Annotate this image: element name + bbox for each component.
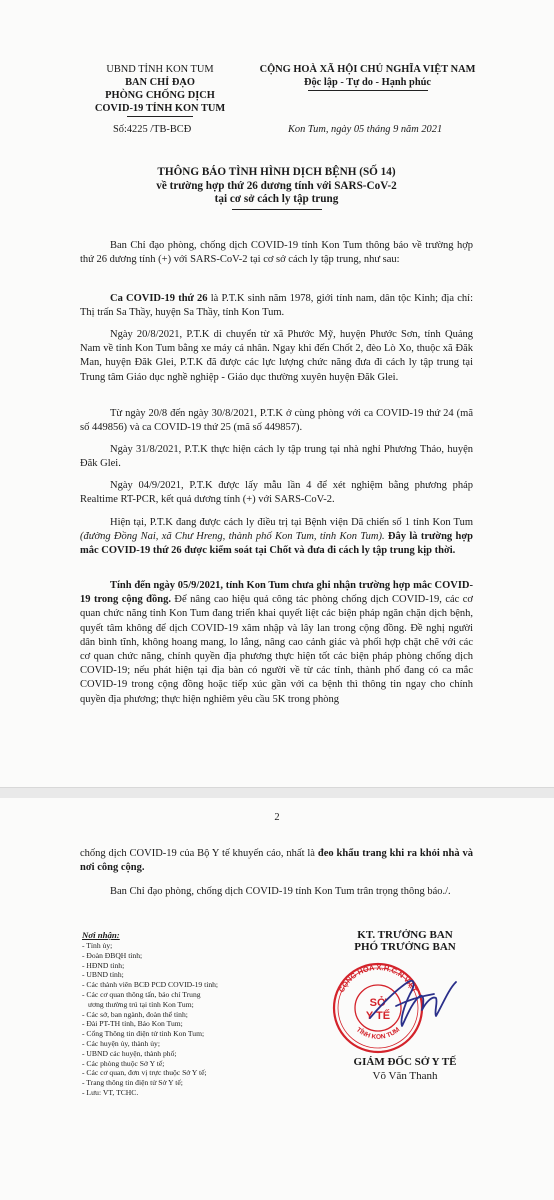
place-date: Kon Tum, ngày 05 tháng 9 năm 2021 (288, 124, 443, 135)
signature-block (300, 929, 510, 953)
motto-underline (308, 90, 428, 91)
paragraph-case (80, 292, 473, 320)
paragraph-closing (80, 885, 473, 899)
case-details: là P.T.K sinh năm 1978, giới tính nam, dân tộc Kinh; địa chỉ: Thị trấn Sa Thầy, huyện Sa Thầy, tỉnh Kon Tum. (80, 293, 473, 319)
community-status: Tính đến ngày 05/9/2021, tỉnh Kon Tum chưa ghi nhận trường hợp mắc COVID-19 trong cộng đồng. (80, 580, 473, 606)
seal-text-bottom: TỈNH KON TUM (354, 1026, 402, 1041)
paragraph-test (80, 479, 473, 507)
page-number: 2 (274, 812, 280, 823)
title-line-2: về trường hợp thứ 26 dương tính với SARS-CoV-2 (156, 179, 397, 192)
issuer-line-1: UBND TỈNH KON TUM (106, 64, 214, 75)
issuer-line-3: PHÒNG CHỐNG DỊCH (105, 90, 215, 101)
title-underline (232, 209, 322, 210)
issuer-line-4: COVID-19 TỈNH KON TUM (94, 103, 226, 114)
document-page-2 (0, 798, 554, 1200)
recipients-block (82, 930, 218, 1098)
recipient-item: - Các huyện ủy, thành ủy; (82, 1038, 160, 1048)
title-line-1: THÔNG BÁO TÌNH HÌNH DỊCH BỆNH (SỐ 14) (157, 166, 396, 178)
signer-title-1: KT. TRƯỞNG BAN (357, 929, 453, 941)
paragraph-continuation (80, 847, 473, 875)
paragraph-isolation (80, 443, 473, 471)
paragraph-test-text: Ngày 04/9/2021, P.T.K được lấy mẫu lần 4 để xét nghiệm bằng phương pháp Realtime RT-PCR, kết quả dương tính (+) với SARS-CoV-2. (80, 480, 473, 506)
recipient-item: - Các thành viên BCĐ PCD COVID-19 tỉnh; (82, 980, 219, 990)
signer-name: Võ Văn Thanh (372, 1070, 438, 1082)
case-label: Ca COVID-19 thứ 26 (110, 293, 208, 304)
paragraph-roommates (80, 407, 473, 435)
recipient-item: - Các cơ quan thông tấn, báo chí Trung (82, 989, 201, 999)
paragraph-isolation-text: Ngày 31/8/2021, P.T.K thực hiện cách ly tập trung tại nhà nghỉ Phương Thảo, huyện Đăk Glei. (80, 444, 473, 470)
recipient-item: - Đài PT-TH tỉnh, Báo Kon Tum; (82, 1019, 183, 1029)
signer-position: GIÁM ĐỐC SỞ Y TẾ (353, 1056, 457, 1068)
document-title (80, 166, 473, 210)
document-number: Số:4225 /TB-BCĐ (113, 124, 192, 135)
paragraph-treatment (80, 516, 473, 559)
recipients-title: Nơi nhận: (82, 930, 120, 940)
case-controlled-note: Đây là trường hợp mắc COVID-19 thứ 26 được kiểm soát tại Chốt và đưa đi cách ly tập trung kịp thời. (80, 531, 474, 557)
issuer-underline (127, 116, 193, 117)
recipient-item: - Cổng Thông tin điện tử tỉnh Kon Tum; (82, 1029, 205, 1039)
paragraph-intro-text: Ban Chỉ đạo phòng, chống dịch COVID-19 tỉnh Kon Tum thông báo về trường hợp thứ 26 dương tính (+) với SARS-CoV-2 tại cơ sở cách ly tập trung, như sau: (80, 240, 473, 266)
hospital-address: (đường Đồng Nai, xã Chư Hreng, thành phố Kon Tum, tỉnh Kon Tum). (80, 531, 385, 543)
paragraph-travel (80, 328, 473, 385)
paragraph-intro (80, 239, 473, 267)
recipient-item: - Đoàn ĐBQH tỉnh; (82, 950, 143, 960)
issuer-line-2: BAN CHỈ ĐẠO (125, 77, 195, 88)
recipient-item: ương thường trú tại tỉnh Kon Tum; (88, 999, 194, 1009)
treatment-text: Hiện tại, P.T.K đang được cách ly điều trị tại Bệnh viện Dã chiến số 1 tỉnh Kon Tum (110, 517, 473, 528)
seal-center-line-2: Y TẾ (365, 1010, 391, 1022)
recipient-item: - Lưu: VT, TCHC. (82, 1087, 139, 1097)
recipient-item: - HĐND tỉnh; (82, 960, 125, 970)
mask-recommendation: đeo khẩu trang khi ra khỏi nhà và nơi công cộng. (80, 848, 473, 874)
issuer-block (85, 63, 235, 117)
recipient-item: - UBND tỉnh; (82, 970, 124, 980)
signer-title-2: PHÓ TRƯỞNG BAN (354, 941, 456, 953)
recipient-item: - UBND các huyện, thành phố; (82, 1048, 177, 1058)
national-motto: Độc lập - Tự do - Hạnh phúc (303, 77, 431, 88)
recipient-item: - Tỉnh ủy; (82, 941, 113, 950)
continuation-text: chống dịch COVID-19 của Bộ Y tế khuyến cáo, nhất là (80, 848, 318, 859)
national-heading (245, 63, 490, 91)
paragraph-travel-text: Ngày 20/8/2021, P.T.K di chuyển từ xã Phước Mỹ, huyện Phước Sơn, tỉnh Quảng Nam về tỉnh Kon Tum bằng xe máy cá nhân. Ngay khi đến Chốt 2, đèo Lò Xo, thuộc xã Đăk Man, huyện Đăk Glei, P.T.K đã được các lực lượng chức năng đưa đi cách ly tập trung tại Trung tâm Giáo dục nghề nghiệp - Giáo dục thường xuyên huyện Đăk Glei. (80, 329, 473, 383)
seal-center-line-1: SỞ (369, 997, 387, 1009)
signer-block (300, 1056, 510, 1082)
paragraph-community (80, 579, 473, 707)
national-name: CỘNG HOÀ XÃ HỘI CHỦ NGHĨA VIỆT NAM (259, 64, 476, 75)
community-recommendations: Để nâng cao hiệu quả công tác phòng chống dịch COVID-19, các cơ quan chức năng tỉnh Kon Tum đang triển khai quyết liệt các biện pháp ngăn chặn dịch bệnh, quyết tâm không để dịch COVID-19 xâm nhập và lây lan trong cộng đồng. Đề nghị người dân bình tĩnh, không hoang mang, lo lắng, nâng cao cảnh giác và phối hợp chặt chẽ với các cơ quan chức năng, chính quyền địa phương thực hiện tốt các biện pháp phòng chống dịch COVID-19; nếu phát hiện tại địa bàn có người về từ các tỉnh, thành phố đang có ca mắc COVID-19 trong cộng đồng hoặc tiếp xúc gần với ca bệnh thì thông tin ngay cho chính quyền địa phương; thực hiện nghiêm yêu cầu 5K trong phòng (80, 594, 473, 705)
title-line-3: tại cơ sở cách ly tập trung (214, 193, 339, 205)
recipient-item: - Các cơ quan, đơn vị trực thuộc Sở Y tế; (82, 1068, 207, 1078)
recipient-item: - Trang thông tin điện tử Sở Y tế; (82, 1078, 183, 1088)
closing-text: Ban Chỉ đạo phòng, chống dịch COVID-19 tỉnh Kon Tum trân trọng thông báo./. (110, 886, 451, 897)
paragraph-roommates-text: Từ ngày 20/8 đến ngày 30/8/2021, P.T.K ở cùng phòng với ca COVID-19 thứ 24 (mã số 449856) và ca COVID-19 thứ 25 (mã số 449857). (80, 408, 473, 434)
seal-text-top: CỘNG HÒA X.H.C.N VIỆT (336, 962, 420, 994)
official-seal-and-signature (330, 960, 480, 1055)
recipient-item: - Các sở, ban ngành, đoàn thể tỉnh; (82, 1009, 188, 1019)
recipient-item: - Các phòng thuộc Sở Y tế; (82, 1058, 165, 1068)
